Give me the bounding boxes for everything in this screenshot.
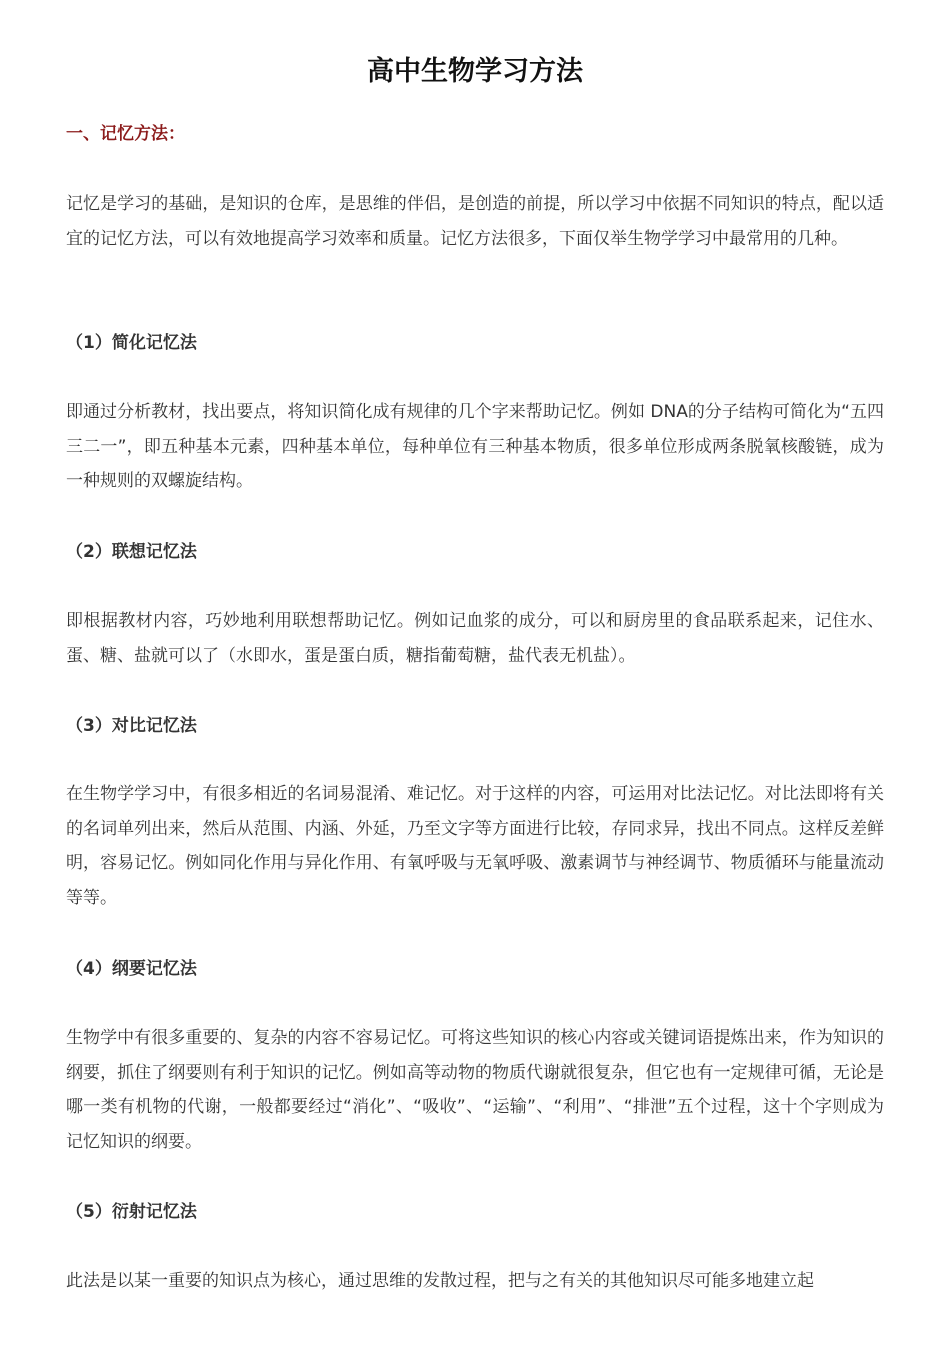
method-heading-simplify: （1）简化记忆法 (66, 333, 197, 353)
method-text-association: 即根据教材内容，巧妙地利用联想帮助记忆。例如记血浆的成分，可以和厨房里的食品联系起来，记住水、蛋、糖、盐就可以了（水即水，蛋是蛋白质，糖指葡萄糖，盐代表无机盐）。 (66, 611, 884, 666)
method-heading-association: （2）联想记忆法 (66, 542, 197, 562)
section-heading-memory-methods: 一、记忆方法： (66, 124, 185, 144)
method-heading-outline: （4）纲要记忆法 (66, 959, 197, 979)
method-text-simplify: 即通过分析教材，找出要点，将知识简化成有规律的几个字来帮助记忆。例如 DNA的分子结构可简化为“五四三二一”，即五种基本元素，四种基本单位，每种单位有三种基本物质，很多单位形成两条脱氧核酸链，成为一种规则的双螺旋结构。 (66, 402, 884, 492)
method-text-contrast: 在生物学学习中，有很多相近的名词易混淆、难记忆。对于这样的内容，可运用对比法记忆。对比法即将有关的名词单列出来，然后从范围、内涵、外延，乃至文字等方面进行比较，存同求异，找出不同点。这样反差鲜明，容易记忆。例如同化作用与异化作用、有氧呼吸与无氧呼吸、激素调节与神经调节、物质循环与能量流动等等。 (66, 784, 884, 908)
document-title: 高中生物学习方法 (367, 56, 583, 87)
method-heading-diffraction: （5）衍射记忆法 (66, 1202, 197, 1222)
intro-paragraph: 记忆是学习的基础，是知识的仓库，是思维的伴侣，是创造的前提，所以学习中依据不同知识的特点，配以适宜的记忆方法，可以有效地提高学习效率和质量。记忆方法很多，下面仅举生物学学习中最常用的几种。 (66, 194, 884, 249)
method-heading-contrast: （3）对比记忆法 (66, 716, 197, 736)
method-text-diffraction: 此法是以某一重要的知识点为核心，通过思维的发散过程，把与之有关的其他知识尽可能多地建立起 (66, 1271, 814, 1291)
method-text-outline: 生物学中有很多重要的、复杂的内容不容易记忆。可将这些知识的核心内容或关键词语提炼出来，作为知识的纲要，抓住了纲要则有利于知识的记忆。例如高等动物的物质代谢就很复杂，但它也有一定规律可循，无论是哪一类有机物的代谢，一般都要经过“消化”、“吸收”、“运输”、“利用”、“排泄”五个过程，这十个字则成为记忆知识的纲要。 (66, 1028, 884, 1152)
